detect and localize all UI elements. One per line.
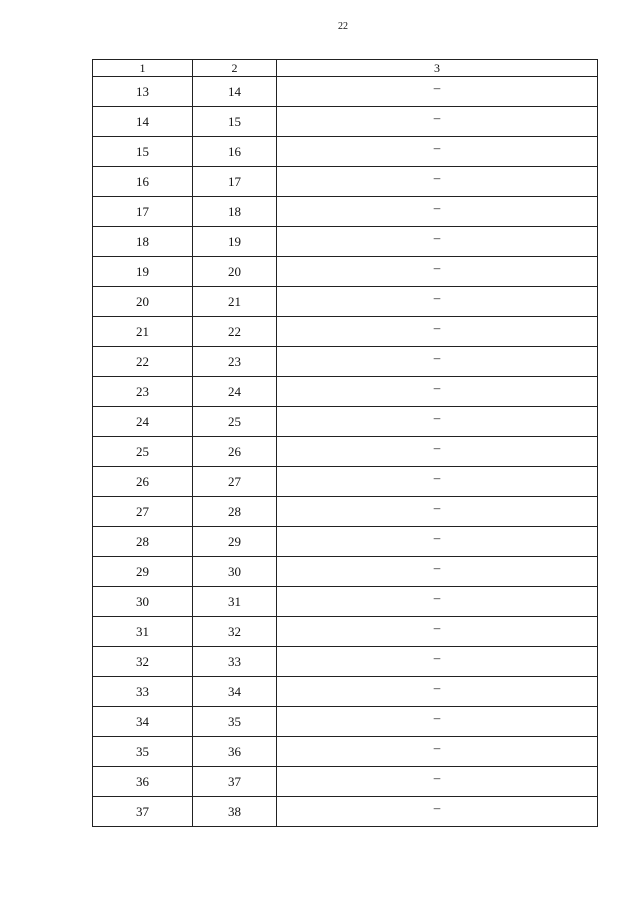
dash-mark: – <box>433 320 441 335</box>
table-cell-col-1: 18 <box>93 227 193 257</box>
dash-mark: – <box>433 500 441 515</box>
table-cell-col-2: 20 <box>193 257 277 287</box>
dash-mark: – <box>433 290 441 305</box>
table-cell-col-3 <box>277 707 598 737</box>
table-cell-col-1: 32 <box>93 647 193 677</box>
table-cell-col-2: 38 <box>193 797 277 827</box>
dash-mark: – <box>433 650 441 665</box>
table-cell-col-1: 33 <box>93 677 193 707</box>
table-row <box>93 497 598 527</box>
dash-mark: – <box>433 110 441 125</box>
table-row <box>93 647 598 677</box>
table-row <box>93 227 598 257</box>
table-row <box>93 197 598 227</box>
table-cell-col-2: 23 <box>193 347 277 377</box>
column-header-1: 1 <box>93 60 193 77</box>
table-cell-col-1: 36 <box>93 767 193 797</box>
table-cell-col-2: 14 <box>193 77 277 107</box>
table-row <box>93 317 598 347</box>
table-cell-col-2: 34 <box>193 677 277 707</box>
table-row <box>93 347 598 377</box>
table-cell-col-3 <box>277 197 598 227</box>
dash-mark: – <box>433 350 441 365</box>
table-cell-col-2: 17 <box>193 167 277 197</box>
dash-mark: – <box>433 680 441 695</box>
dash-mark: – <box>433 170 441 185</box>
table-cell-col-1: 20 <box>93 287 193 317</box>
table-cell-col-3 <box>277 467 598 497</box>
table-cell-col-1: 13 <box>93 77 193 107</box>
table-cell-col-1: 17 <box>93 197 193 227</box>
table-cell-col-3 <box>277 377 598 407</box>
dash-mark: – <box>433 740 441 755</box>
table-cell-col-2: 25 <box>193 407 277 437</box>
table-cell-col-2: 33 <box>193 647 277 677</box>
table-cell-col-3 <box>277 497 598 527</box>
data-table <box>92 59 598 827</box>
table-row <box>93 587 598 617</box>
table-cell-col-3 <box>277 257 598 287</box>
table-cell-col-2: 15 <box>193 107 277 137</box>
dash-mark: – <box>433 380 441 395</box>
table-row <box>93 167 598 197</box>
table-cell-col-1: 25 <box>93 437 193 467</box>
table-row <box>93 77 598 107</box>
table-cell-col-2: 35 <box>193 707 277 737</box>
table-cell-col-3 <box>277 557 598 587</box>
dash-mark: – <box>433 710 441 725</box>
dash-mark: – <box>433 440 441 455</box>
dash-mark: – <box>433 140 441 155</box>
table-row <box>93 377 598 407</box>
table-cell-col-2: 36 <box>193 737 277 767</box>
table-cell-col-2: 31 <box>193 587 277 617</box>
dash-mark: – <box>433 800 441 815</box>
table-cell-col-3 <box>277 317 598 347</box>
dash-mark: – <box>433 230 441 245</box>
table-cell-col-3 <box>277 647 598 677</box>
dash-mark: – <box>433 410 441 425</box>
dash-mark: – <box>433 200 441 215</box>
table-row <box>93 707 598 737</box>
table-row <box>93 287 598 317</box>
table-cell-col-3 <box>277 287 598 317</box>
dash-mark: – <box>433 470 441 485</box>
table-row <box>93 527 598 557</box>
table-cell-col-3 <box>277 527 598 557</box>
table-cell-col-2: 37 <box>193 767 277 797</box>
table-cell-col-2: 28 <box>193 497 277 527</box>
column-header-3: 3 <box>277 60 598 77</box>
table-cell-col-2: 26 <box>193 437 277 467</box>
table-cell-col-3 <box>277 587 598 617</box>
table-cell-col-2: 32 <box>193 617 277 647</box>
dash-mark: – <box>433 770 441 785</box>
table-cell-col-1: 29 <box>93 557 193 587</box>
table-cell-col-1: 23 <box>93 377 193 407</box>
table-cell-col-2: 27 <box>193 467 277 497</box>
table-cell-col-1: 37 <box>93 797 193 827</box>
column-header-2: 2 <box>193 60 277 77</box>
dash-mark: – <box>433 80 441 95</box>
table-cell-col-1: 21 <box>93 317 193 347</box>
table-row <box>93 407 598 437</box>
page-number: 22 <box>338 21 348 32</box>
table-cell-col-1: 28 <box>93 527 193 557</box>
table-cell-col-1: 24 <box>93 407 193 437</box>
table-row <box>93 797 598 827</box>
table-row <box>93 437 598 467</box>
table-row <box>93 617 598 647</box>
table-row <box>93 557 598 587</box>
dash-mark: – <box>433 530 441 545</box>
table-cell-col-1: 34 <box>93 707 193 737</box>
table-cell-col-2: 24 <box>193 377 277 407</box>
dash-mark: – <box>433 560 441 575</box>
table-cell-col-2: 18 <box>193 197 277 227</box>
dash-mark: – <box>433 620 441 635</box>
table-cell-col-2: 19 <box>193 227 277 257</box>
table-row <box>93 107 598 137</box>
table-cell-col-1: 35 <box>93 737 193 767</box>
table-cell-col-2: 30 <box>193 557 277 587</box>
table-cell-col-3 <box>277 797 598 827</box>
table-cell-col-3 <box>277 407 598 437</box>
table-cell-col-3 <box>277 107 598 137</box>
table-cell-col-1: 19 <box>93 257 193 287</box>
table-cell-col-1: 14 <box>93 107 193 137</box>
table-row <box>93 137 598 167</box>
table-row <box>93 677 598 707</box>
table-cell-col-3 <box>277 437 598 467</box>
table-cell-col-3 <box>277 767 598 797</box>
table-cell-col-3 <box>277 617 598 647</box>
table-cell-col-3 <box>277 227 598 257</box>
table-cell-col-1: 30 <box>93 587 193 617</box>
dash-mark: – <box>433 260 441 275</box>
table-cell-col-2: 29 <box>193 527 277 557</box>
table-cell-col-1: 27 <box>93 497 193 527</box>
table-cell-col-2: 16 <box>193 137 277 167</box>
table-cell-col-3 <box>277 347 598 377</box>
table-row <box>93 467 598 497</box>
table-cell-col-3 <box>277 77 598 107</box>
dash-mark: – <box>433 590 441 605</box>
table-row <box>93 257 598 287</box>
table-cell-col-3 <box>277 677 598 707</box>
table-cell-col-3 <box>277 137 598 167</box>
table-cell-col-1: 26 <box>93 467 193 497</box>
table-cell-col-2: 22 <box>193 317 277 347</box>
table-body <box>93 77 598 827</box>
table-header-row <box>93 60 598 77</box>
table-cell-col-1: 16 <box>93 167 193 197</box>
table-cell-col-3 <box>277 167 598 197</box>
table-row <box>93 767 598 797</box>
table-cell-col-1: 15 <box>93 137 193 167</box>
table-cell-col-1: 22 <box>93 347 193 377</box>
table-row <box>93 737 598 767</box>
table-cell-col-1: 31 <box>93 617 193 647</box>
table-cell-col-3 <box>277 737 598 767</box>
table-cell-col-2: 21 <box>193 287 277 317</box>
